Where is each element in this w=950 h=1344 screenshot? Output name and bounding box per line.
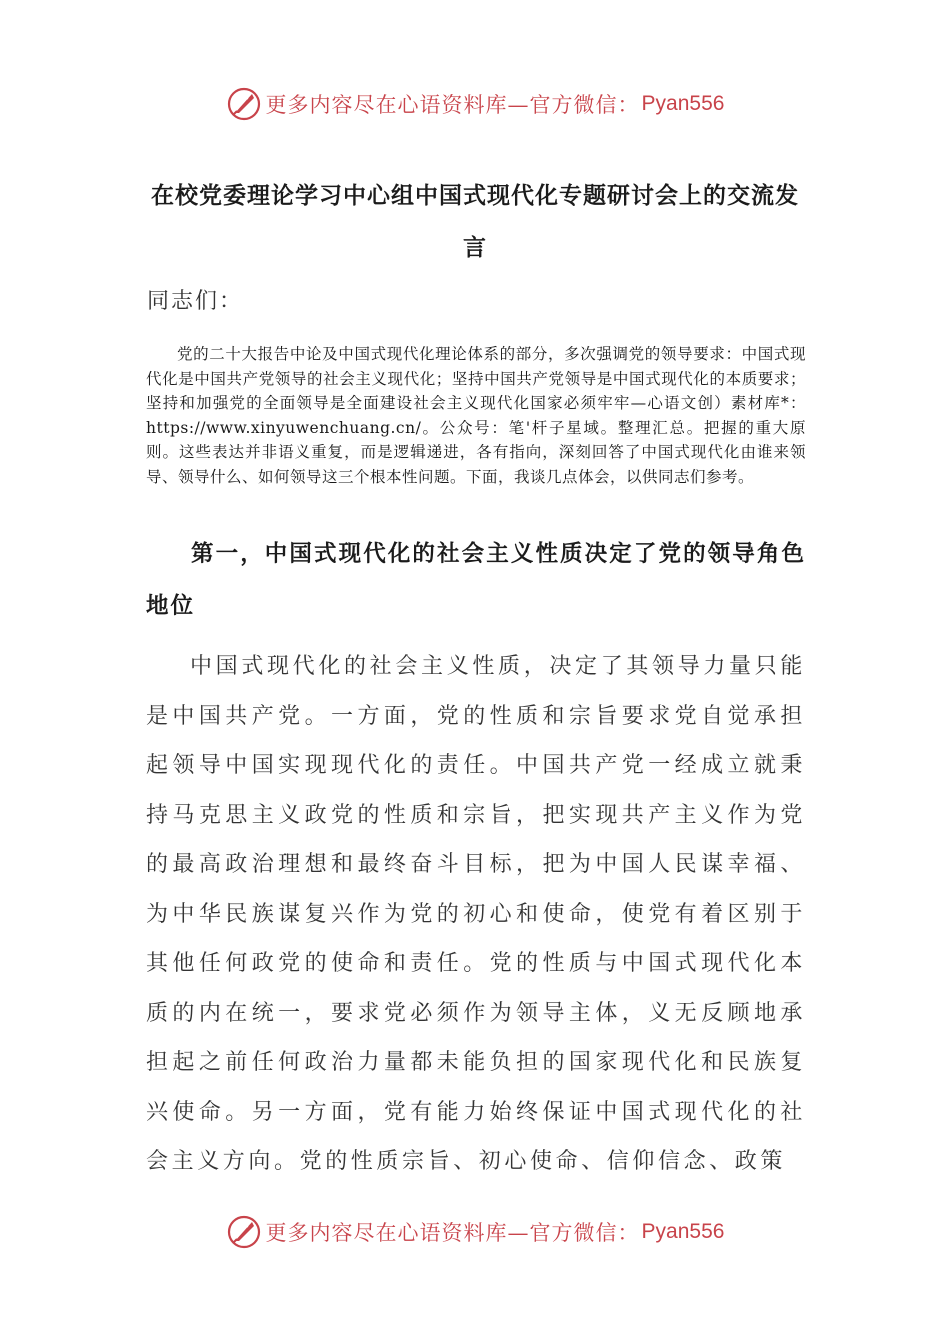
body-paragraph-1: 中国式现代化的社会主义性质，决定了其领导力量只能是中国共产党。一方面，党的性质和宗旨要求党自觉承担起领导中国实现现代化的责任。中国共产党一经成立就秉持马克思主义政党的性质和宗旨，把实现共产主义作为党的最高政治理想和最终奋斗目标，把为中国人民谋幸福、为中华民族谋复兴作为党的初心和使命，使党有着区别于其他任何政党的使命和责任。党的性质与中国式现代化本质的内在统一，要求党必须作为领导主体，义无反顾地承担起之前任何政治力量都未能负担的国家现代化和民族复兴使命。另一方面，党有能力始终保证中国式现代化的社会主义方向。党的性质宗旨、初心使命、信仰信念、政策 [146, 654, 806, 1174]
quill-logo-icon [226, 86, 262, 122]
header-watermark-banner [0, 84, 950, 124]
footer-watermark-banner [0, 1212, 950, 1252]
banner-text: 更多内容尽在心语资料库—官方微信： [265, 1221, 640, 1245]
banner-text: 更多内容尽在心语资料库—官方微信： [265, 93, 640, 117]
greeting: 同志们： [147, 289, 244, 314]
section-heading-1: 第一，中国式现代化的社会主义性质决定了党的领导角色地位 [146, 541, 806, 619]
document-title: 在校党委理论学习中心组中国式现代化专题研讨会上的交流发言 [151, 183, 799, 261]
banner-wechat-id: Pyan556 [641, 92, 725, 115]
banner-wechat-id: Pyan556 [641, 1220, 725, 1243]
quill-logo-icon [226, 1214, 262, 1250]
intro-paragraph: 党的二十大报告中论及中国式现代化理论体系的部分，多次强调党的领导要求：中国式现代化是中国共产党领导的社会主义现代化；坚持中国共产党领导是中国式现代化的本质要求；坚持和加强党的全面领导是全面建设社会主义现代化国家必须牢牢—心语文创）素材库*：https://www.xinyuwenchuang.cn/。公众号：笔'杆子星域。整理汇总。把握的重大原则。这些表达并非语义重复，而是逻辑递进，各有指向，深刻回答了中国式现代化由谁来领导、领导什么、如何领导这三个根本性问题。下面，我谈几点体会，以供同志们参考。 [146, 345, 806, 486]
